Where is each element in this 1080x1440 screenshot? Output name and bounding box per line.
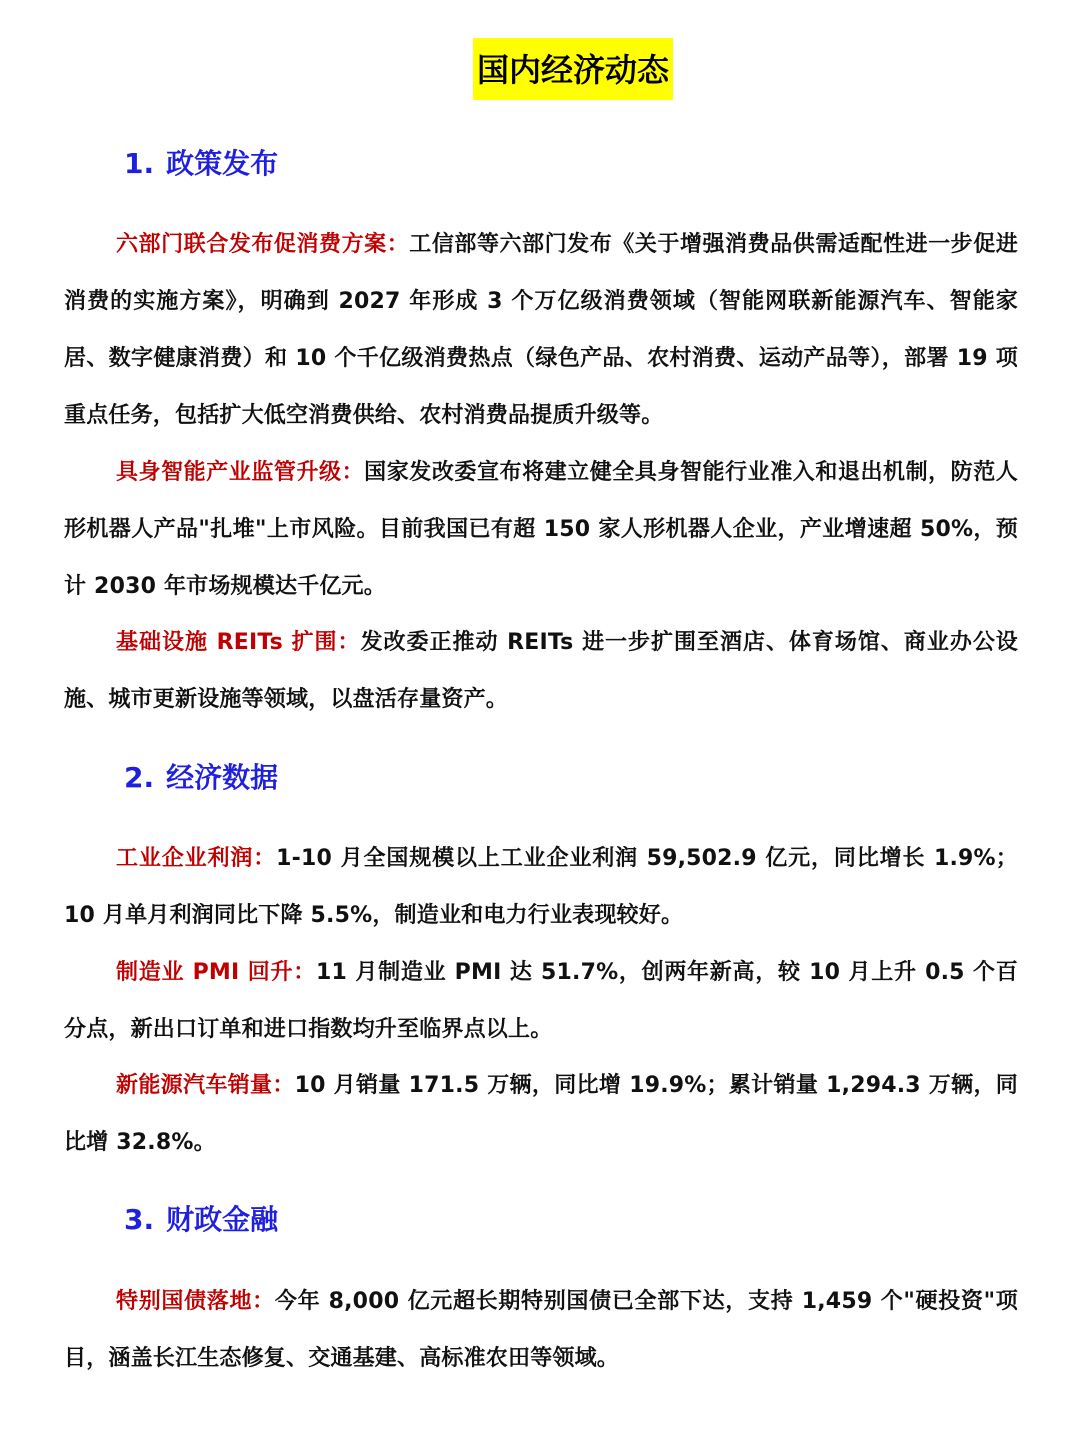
section-title: 政策发布 [166,147,279,180]
section-number: 3. [124,1203,155,1236]
paragraph-body: 工信部等六部门发布《关于增强消费品供需适配性进一步促进消费的实施方案》，明确到 2027 年形成 3 个万亿级消费领域（智能网联新能源汽车、智能家居、数字健康消费）和 10 个千亿级消费热点（绿色产品、农村消费、运动产品等），部署 19 项重点任务，包括扩大低空消费供给、农村消费品提质升级等。 [64,232,1018,428]
section-heading-policy [124,144,278,184]
paragraph-embodied-ai [64,444,1018,615]
paragraph-special-bonds [64,1273,1018,1387]
section-heading-fiscal-finance [124,1200,278,1240]
paragraph-consumption-plan [64,216,1018,444]
paragraph-lead: 工业企业利润： [116,846,277,871]
paragraph-lead: 特别国债落地： [116,1289,275,1314]
paragraph-lead: 具身智能产业监管升级： [116,460,365,485]
paragraph-industrial-profit [64,830,1018,944]
section-heading-economic-data [124,758,278,798]
paragraph-body: 发改委正推动 REITs 进一步扩围至酒店、体育场馆、商业办公设施、城市更新设施等领域，以盘活存量资产。 [64,630,1019,712]
paragraph-pmi [64,944,1018,1058]
paragraph-body: 今年 8,000 亿元超长期特别国债已全部下达，支持 1,459 个"硬投资"项目，涵盖长江生态修复、交通基建、高标准农田等领域。 [64,1289,1018,1371]
section-title: 经济数据 [166,761,279,794]
paragraph-reits [64,614,1018,728]
paragraph-body: 国家发改委宣布将建立健全具身智能行业准入和退出机制，防范人形机器人产品"扎堆"上市风险。目前我国已有超 150 家人形机器人企业，产业增速超 50%，预计 2030 年市场规模达千亿元。 [64,460,1018,599]
paragraph-nev-sales [64,1057,1018,1171]
paragraph-lead: 新能源汽车销量： [116,1073,295,1098]
paragraph-body: 1-10 月全国规模以上工业企业利润 59,502.9 亿元，同比增长 1.9%；10 月单月利润同比下降 5.5%，制造业和电力行业表现较好。 [64,846,1018,928]
page-title: 国内经济动态 [473,38,673,100]
paragraph-lead: 基础设施 REITs 扩围： [116,630,361,655]
paragraph-lead: 制造业 PMI 回升： [116,960,316,985]
paragraph-lead: 六部门联合发布促消费方案： [116,232,410,257]
paragraph-body: 11 月制造业 PMI 达 51.7%，创两年新高，较 10 月上升 0.5 个百分点，新出口订单和进口指数均升至临界点以上。 [64,960,1018,1042]
section-title: 财政金融 [166,1203,279,1236]
section-number: 1. [124,147,155,180]
paragraph-body: 10 月销量 171.5 万辆，同比增 19.9%；累计销量 1,294.3 万辆，同比增 32.8%。 [64,1073,1018,1155]
title-container [0,38,1080,100]
section-number: 2. [124,761,155,794]
